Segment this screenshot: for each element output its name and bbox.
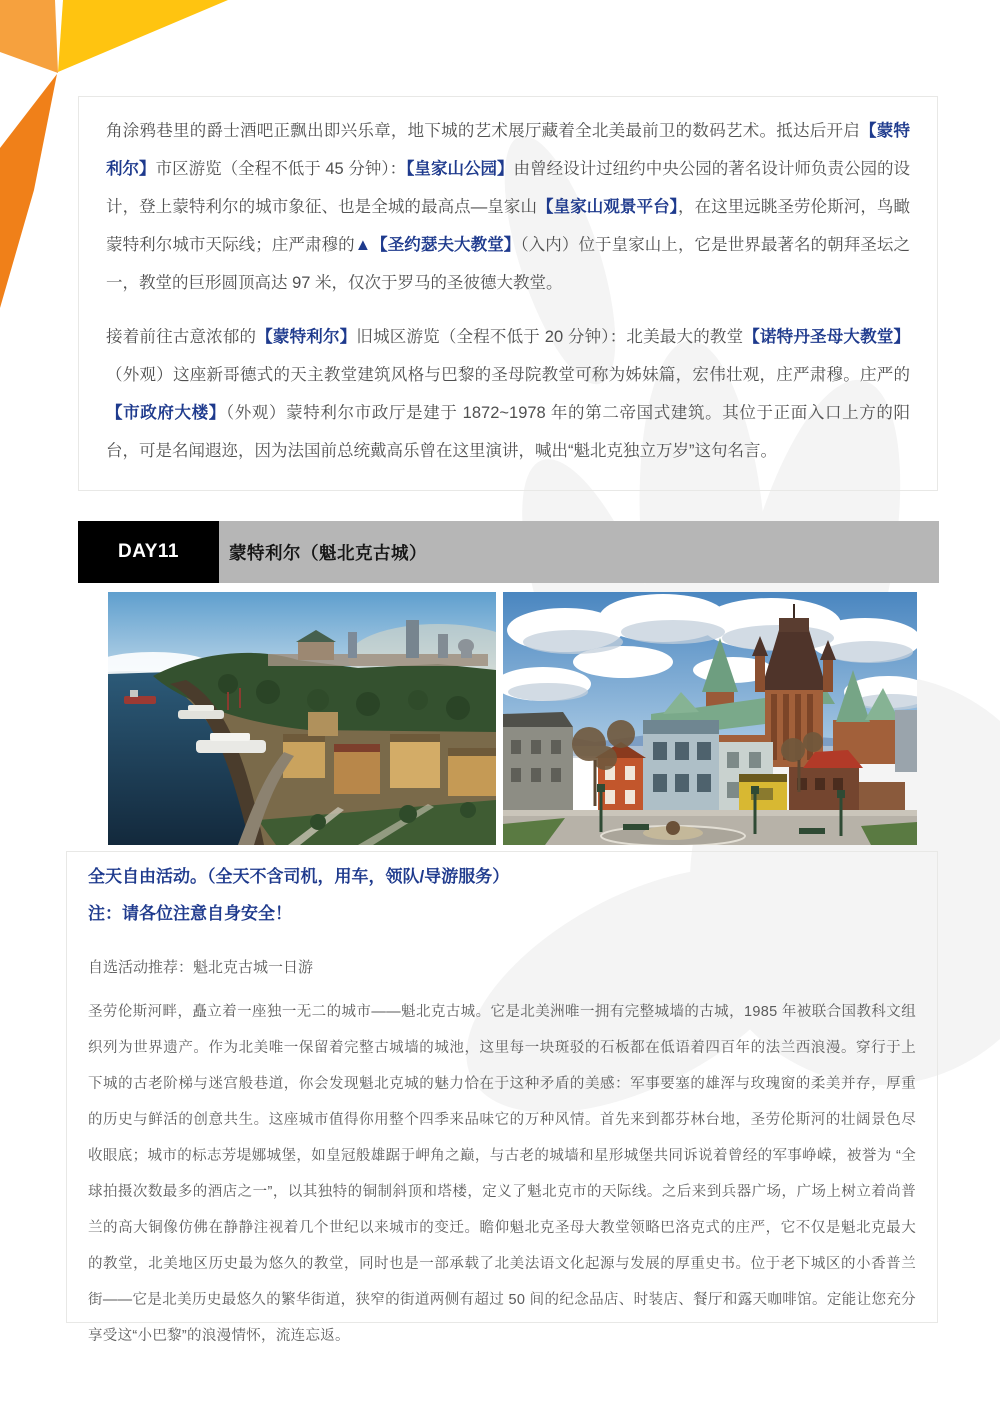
body-text: （外观）这座新哥德式的天主教堂建筑风格与巴黎的圣母院教堂可称为姊妹篇，宏伟壮观，庄严肃穆。庄严的 (106, 366, 910, 384)
highlighted-attraction-text: 【蒙特利尔】 (256, 328, 357, 346)
highlighted-attraction-text: 【诺特丹圣母大教堂】 (743, 328, 911, 346)
body-text: 由曾经设计过纽约中央公园的著名设计师负责公园的设计，登上蒙特利尔的城市象征、也是全城的最高点—皇家山 (106, 160, 911, 216)
body-text: 接着前往古意浓郁的 (106, 328, 257, 346)
photos-row (108, 592, 917, 845)
quebec-old-city-aerial-photo (108, 592, 496, 845)
body-text: 旧城区游览（全程不低于 20 分钟）：北美最大的教堂 (356, 328, 744, 346)
highlighted-attraction-text: ▲【圣约瑟夫大教堂】 (354, 236, 521, 254)
highlighted-attraction-text: 【蒙特利尔】 (106, 122, 911, 178)
body-text: （外观）蒙特利尔市政厅是建于 1872~1978 年的第二帝国式建筑。其位于正面入口上方的阳台，可是名闻遐迩，因为法国前总统戴高乐曾在这里演讲，喊出“魁北克独立万岁”这句名言。 (106, 404, 911, 460)
quebec-description-paragraph: 圣劳伦斯河畔，矗立着一座独一无二的城市——魁北克古城。它是北美洲唯一拥有完整城墙的古城，1985 年被联合国教科文组织列为世界遗产。作为北美唯一保留着完整古城墙的城池，这里每一块斑驳的石板都在低语着四百年的法兰西浪漫。穿行于上下城的古老阶梯与迷宫般巷道，你会发现魁北克城的魅力恰在于这种矛盾的美感：军事要塞的雄浑与玫瑰窗的柔美并存，厚重的历史与鲜活的创意共生。这座城市值得你用整个四季来品味它的万种风情。首先来到都芬林台地，圣劳伦斯河的壮阔景色尽收眼底；城市的标志芳堤娜城堡，如皇冠般雄踞于岬角之巅，与古老的城墙和星形城堡共同诉说着曾经的军事峥嵘，被誉为 “全球拍摄次数最多的酒店之一”，以其独特的铜制斜顶和塔楼，定义了魁北克市的天际线。之后来到兵器广场，广场上树立着尚普兰的高大铜像仿佛在静静注视着几个世纪以来城市的变迁。瞻仰魁北克圣母大教堂领略巴洛克式的庄严，它不仅是魁北克最大的教堂，北美地区历史最为悠久的教堂，同时也是一部承载了北美法语文化起源与发展的厚重史书。位于老下城区的小香普兰街——它是北美历史最悠久的繁华街道，狭窄的街道两侧有超过 50 间的纪念品店、时装店、餐厅和露天咖啡馆。定能让您充分享受这“小巴黎”的浪漫情怀，流连忘返。 (88, 1004, 916, 1344)
free-day-notes-box (66, 851, 938, 1344)
optional-activity-line: 自选活动推荐：魁北克古城一日游 (88, 959, 314, 976)
intro-paragraph-2 (106, 318, 910, 470)
safety-note-line: 注：请各位注意自身安全！ (88, 904, 292, 923)
day-header-row (78, 521, 939, 583)
body-text: 角涂鸦巷里的爵士酒吧正飘出即兴乐章，地下城的艺术展厅藏着全北美最前卫的数码艺术。抵达后开启 (106, 122, 860, 140)
corner-triangle-orange-top (0, 0, 58, 73)
highlighted-attraction-text: 【市政府大楼】 (106, 404, 226, 422)
body-text: （入内）位于皇家山上，它是世界最著名的朝拜圣坛之一，教堂的巨形圆顶高达 97 米，仅次于罗马的圣彼德大教堂。 (106, 236, 911, 292)
free-day-line: 全天自由活动。（全天不含司机，用车，领队/导游服务） (88, 867, 510, 886)
day-number-badge: DAY11 (78, 521, 219, 583)
body-text: ，在这里远眺圣劳伦斯河，鸟瞰蒙特利尔城市天际线；庄严肃穆的 (106, 198, 910, 254)
corner-triangle-yellow (58, 0, 228, 72)
corner-ribbon-graphic (0, 0, 260, 320)
body-text: 市区游览（全程不低于 45 分钟）： (155, 160, 407, 178)
day-title-bar: 蒙特利尔（魁北克古城） (219, 521, 939, 583)
chateau-frontenac-photo (503, 592, 917, 845)
corner-triangle-orange-bottom (0, 74, 57, 308)
highlighted-attraction-text: 【皇家山观景平台】 (537, 198, 678, 216)
highlighted-attraction-text: 【皇家山公园】 (406, 160, 514, 178)
